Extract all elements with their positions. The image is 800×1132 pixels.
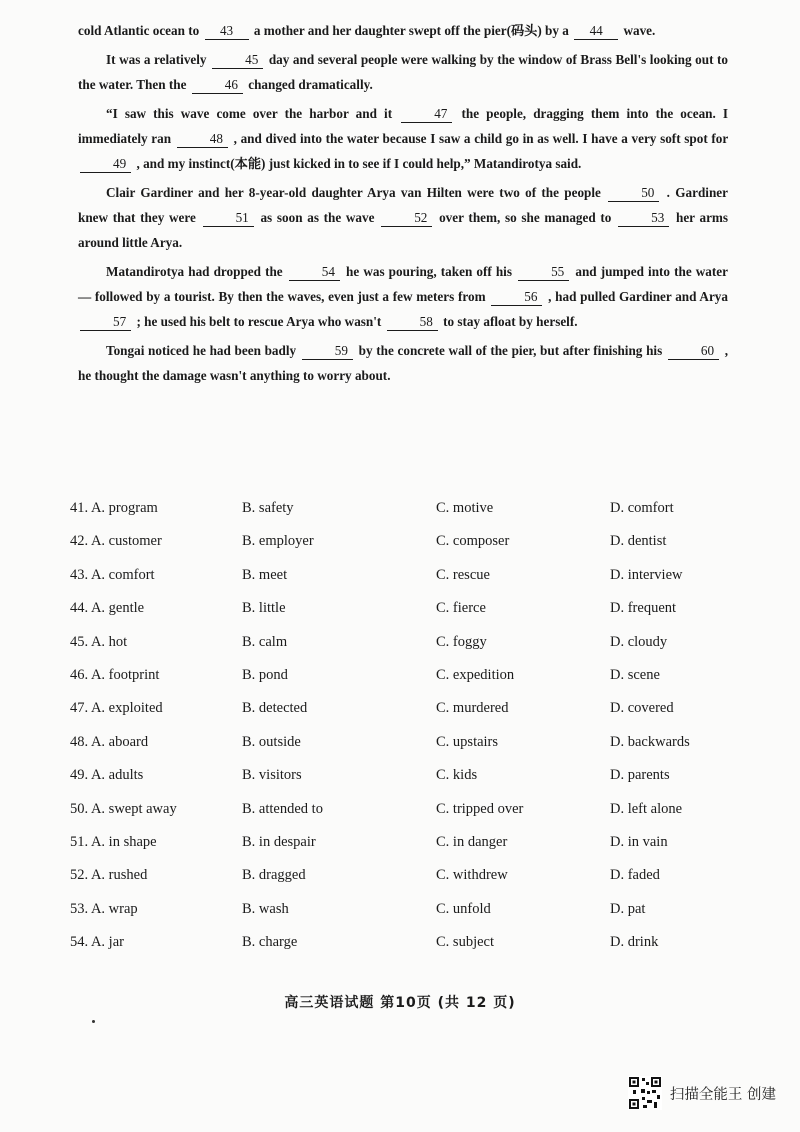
passage-text: the people, dragging them into the ocean. I immediately ran	[78, 106, 729, 146]
option-c: C. foggy	[436, 633, 487, 650]
question-row	[70, 496, 730, 529]
option-a: 47. A. exploited	[70, 700, 163, 717]
blank-56: 56	[491, 288, 542, 306]
option-c: C. upstairs	[436, 733, 499, 750]
passage-text: to stay afloat by herself.	[443, 314, 578, 329]
option-a: 52. A. rushed	[70, 867, 148, 884]
page-footer: 高三英语试题 第10页 (共 12 页)	[284, 995, 516, 1011]
blank-59: 59	[302, 342, 353, 360]
option-b: B. in despair	[242, 833, 316, 850]
answer-options	[70, 496, 730, 963]
option-c: C. kids	[436, 767, 478, 784]
passage-text: and jumped into the water — followed by a tourist. By then the waves, even just a few meters from	[78, 264, 728, 304]
passage-text: , and dived into the water because I saw a child go in as well. I have a very soft spot for	[233, 131, 728, 146]
passage-paragraph-5	[78, 259, 728, 334]
blank-51: 51	[203, 209, 254, 227]
option-a: 41. A. program	[70, 500, 158, 516]
option-d: D. in vain	[610, 833, 668, 850]
passage-text: her arms around little Arya.	[78, 210, 729, 250]
option-d: D. pat	[610, 900, 646, 917]
option-a: 51. A. in shape	[70, 833, 157, 850]
passage-paragraph-1	[78, 18, 728, 43]
option-d: D. faded	[610, 867, 660, 884]
passage-text: cold Atlantic ocean to	[78, 23, 200, 38]
option-a: 54. A. jar	[70, 934, 124, 951]
blank-48: 48	[177, 130, 228, 148]
option-a: 53. A. wrap	[70, 900, 138, 917]
ink-dot	[92, 1020, 95, 1023]
scanner-watermark	[628, 1076, 776, 1110]
option-c: C. subject	[436, 934, 494, 951]
option-c: C. in danger	[436, 833, 508, 850]
option-b: B. dragged	[242, 867, 306, 884]
option-b: B. detected	[242, 700, 308, 717]
option-b: B. employer	[242, 533, 314, 550]
question-row	[70, 596, 730, 629]
blank-52: 52	[381, 209, 432, 227]
option-c: C. unfold	[436, 900, 491, 917]
passage-paragraph-2	[78, 47, 728, 97]
option-a: 50. A. swept away	[70, 800, 177, 817]
watermark-text: 扫描全能王 创建	[669, 1086, 776, 1103]
option-d: D. frequent	[610, 600, 677, 617]
passage-text: It was a relatively	[106, 52, 207, 67]
option-d: D. parents	[610, 767, 670, 784]
blank-50: 50	[608, 184, 659, 202]
option-b: B. wash	[242, 900, 289, 917]
passage-text: Clair Gardiner and her 8-year-old daughter Arya van Hilten were two of the people	[106, 185, 601, 200]
option-c: C. murdered	[436, 700, 509, 717]
option-a: 43. A. comfort	[70, 566, 155, 583]
passage-text: changed dramatically.	[248, 77, 373, 92]
option-b: B. pond	[242, 666, 288, 683]
option-d: D. interview	[610, 566, 683, 583]
blank-60: 60	[668, 342, 719, 360]
option-c: C. composer	[436, 533, 510, 550]
option-d: D. dentist	[610, 533, 667, 550]
blank-57: 57	[80, 313, 131, 331]
blank-53: 53	[618, 209, 669, 227]
passage-text: a mother and her daughter swept off the pier(码头) by a	[253, 23, 569, 38]
blank-44: 44	[574, 22, 618, 40]
option-d: D. backwards	[610, 733, 690, 750]
option-b: B. meet	[242, 566, 288, 583]
option-b: B. attended to	[242, 800, 323, 817]
passage-text: wave.	[623, 23, 656, 38]
question-row	[70, 763, 730, 796]
question-row	[70, 563, 730, 596]
question-row	[70, 630, 730, 663]
blank-47: 47	[401, 105, 452, 123]
option-d: D. covered	[610, 700, 674, 717]
option-b: B. little	[242, 600, 286, 617]
option-d: D. scene	[610, 666, 660, 683]
option-b: B. safety	[242, 500, 294, 516]
passage-text: as soon as the wave	[260, 210, 375, 225]
blank-45: 45	[212, 51, 263, 69]
blank-54: 54	[289, 263, 340, 281]
qr-code-icon	[628, 1076, 662, 1110]
question-row	[70, 930, 730, 963]
blank-49: 49	[80, 155, 131, 173]
option-c: C. expedition	[436, 666, 515, 683]
passage-text: he was pouring, taken off his	[346, 264, 512, 279]
question-row	[70, 830, 730, 863]
option-a: 46. A. footprint	[70, 666, 160, 683]
passage-text: ; he used his belt to rescue Arya who wasn't	[136, 314, 382, 329]
passage-text: . Gardiner knew that they were	[78, 185, 729, 225]
option-c: C. motive	[436, 500, 494, 516]
passage-text: day and several people were walking by the window of Brass Bell's looking out to the water. Then the	[78, 52, 729, 92]
question-row	[70, 797, 730, 830]
option-c: C. withdrew	[436, 867, 508, 884]
option-c: C. rescue	[436, 566, 490, 583]
option-b: B. calm	[242, 633, 288, 650]
blank-58: 58	[387, 313, 438, 331]
blank-55: 55	[518, 263, 569, 281]
passage-paragraph-6	[78, 338, 728, 388]
option-c: C. fierce	[436, 600, 486, 617]
passage-text: , had pulled Gardiner and Arya	[548, 289, 728, 304]
question-row	[70, 663, 730, 696]
question-row	[70, 897, 730, 930]
option-b: B. charge	[242, 934, 298, 951]
option-a: 44. A. gentle	[70, 600, 145, 617]
option-d: D. drink	[610, 934, 659, 951]
question-row	[70, 696, 730, 729]
option-a: 49. A. adults	[70, 767, 144, 784]
passage-text: by the concrete wall of the pier, but after finishing his	[358, 343, 663, 358]
passage-paragraph-4	[78, 180, 728, 255]
question-row	[70, 863, 730, 896]
question-row	[70, 529, 730, 562]
option-b: B. visitors	[242, 767, 302, 784]
option-d: D. left alone	[610, 800, 683, 817]
option-a: 48. A. aboard	[70, 733, 149, 750]
option-b: B. outside	[242, 733, 301, 750]
passage-text: “I saw this wave come over the harbor and it	[106, 106, 393, 121]
passage-text: Tongai noticed he had been badly	[106, 343, 297, 358]
option-c: C. tripped over	[436, 800, 524, 817]
passage-text: Matandirotya had dropped the	[106, 264, 283, 279]
passage-text: , and my instinct(本能) just kicked in to see if I could help,” Matandirotya said.	[136, 156, 582, 171]
option-a: 45. A. hot	[70, 633, 128, 650]
passage-text: over them, so she managed to	[439, 210, 612, 225]
option-d: D. comfort	[610, 500, 674, 516]
passage-text: , he thought the damage wasn't anything to worry about.	[78, 343, 729, 383]
option-a: 42. A. customer	[70, 533, 162, 550]
question-row	[70, 730, 730, 763]
cloze-passage	[78, 18, 728, 392]
blank-46: 46	[192, 76, 243, 94]
option-d: D. cloudy	[610, 633, 668, 650]
passage-paragraph-3	[78, 101, 728, 176]
blank-43: 43	[205, 22, 249, 40]
